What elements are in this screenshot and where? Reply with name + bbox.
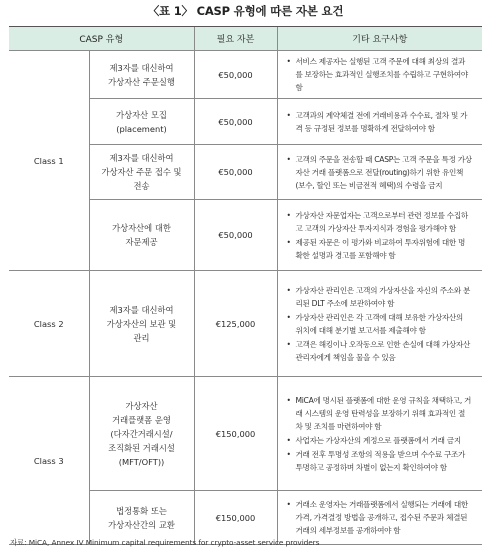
requirements-list	[286, 153, 473, 192]
other-requirements-cell	[277, 200, 482, 271]
service-type-line: 관리	[133, 332, 150, 343]
service-type-cell	[89, 99, 194, 145]
table-row	[9, 51, 482, 99]
requirements-list	[286, 109, 473, 135]
table-header-row	[9, 27, 482, 51]
service-type-line: 가상자산의 보관 및	[106, 318, 177, 329]
class-label: Class 3	[9, 377, 89, 545]
service-type-line: 가상자산 모집	[116, 109, 167, 120]
service-type-line: (MFT/OFT))	[118, 456, 165, 467]
service-type-line: 가상자산	[125, 400, 158, 411]
required-capital-cell: €50,000	[194, 51, 277, 99]
required-capital-cell: €150,000	[194, 377, 277, 491]
service-type-line: 가상자산에 대한	[112, 223, 171, 233]
service-type-line: 가상자산 주문실행	[108, 76, 175, 87]
requirement-item: • MiCA에 명시된 플랫폼에 대한 운영 규칙을 채택하고, 거래 시스템의 운영 탄력성을 보장하기 위해 효과적인 절차 및 조치를 마련하여야 함	[286, 394, 473, 433]
service-type-line: 제3자를 대신하여	[109, 62, 174, 73]
other-requirements-cell	[277, 377, 482, 491]
service-type-line: 전송	[133, 181, 150, 191]
required-capital-cell: €150,000	[194, 491, 277, 545]
requirement-item: • 가상자산 관리인은 고객의 가상자산을 자신의 주소와 분리된 DLT 주소에 보관하여야 함	[286, 284, 473, 310]
capital-requirements-table	[9, 26, 482, 545]
class-label: Class 2	[9, 271, 89, 377]
required-capital-cell: €50,000	[194, 145, 277, 200]
requirement-item: • 사업자는 가상자산의 계정으로 플랫폼에서 거래 금지	[286, 434, 473, 447]
service-type-cell	[89, 51, 194, 99]
requirement-item: • 가상자산 관리인은 각 고객에 대해 보유한 가상자산의 위치에 대해 분기별 보고서를 제출해야 함	[286, 311, 473, 337]
table-row	[9, 377, 482, 491]
requirements-list	[286, 209, 473, 262]
requirement-item: • 고객과의 계약체결 전에 거래비용과 수수료, 절차 및 가격 등 규정된 정보를 명확하게 전달하여야 함	[286, 109, 473, 135]
service-type-cell	[89, 377, 194, 491]
table-row	[9, 271, 482, 377]
service-type-line: 가상자산간의 교환	[108, 519, 175, 530]
requirements-list	[286, 498, 473, 537]
requirement-item: • 고객은 해킹이나 오작동으로 인한 손실에 대해 가상자산 관리자에게 책임을 물을 수 있음	[286, 338, 473, 364]
class-label: Class 1	[9, 51, 89, 271]
requirement-item: • 가상자산 자문업자는 고객으로부터 관련 정보를 수집하고 고객의 가상자산 투자지식과 경험을 평가해야 함	[286, 209, 473, 235]
requirements-list	[286, 394, 473, 474]
service-type-line: (다자간거래시설/	[110, 428, 173, 439]
service-type-line: 자문제공	[125, 237, 158, 247]
other-requirements-cell	[277, 99, 482, 145]
header-casp-type: CASP 유형	[9, 27, 194, 51]
other-requirements-cell	[277, 51, 482, 99]
other-requirements-cell	[277, 145, 482, 200]
required-capital-cell: €125,000	[194, 271, 277, 377]
requirement-item: • 거래 전후 투명성 조항의 적용을 받으며 수수료 구조가 투명하고 공정하며 차별이 없는지 확인하여야 함	[286, 448, 473, 474]
requirements-list	[286, 284, 473, 364]
required-capital-cell: €50,000	[194, 200, 277, 271]
service-type-cell	[89, 145, 194, 200]
requirement-item: • 제공된 자문은 이 평가와 비교하여 투자위험에 대한 명확한 설명과 경고를 포함해야 함	[286, 236, 473, 262]
service-type-line: 거래플랫폼 운영	[112, 414, 171, 425]
header-other-requirements: 기타 요구사항	[277, 27, 482, 51]
table-title: 〈표 1〉 CASP 유형에 따른 자본 요건	[147, 4, 344, 18]
requirement-item: • 서비스 제공자는 실행된 고객 주문에 대해 최상의 결과를 보장하는 효과적인 실행조치를 수립하고 구현하여야 함	[286, 55, 473, 94]
requirement-item: • 거래소 운영자는 거래플랫폼에서 실행되는 거래에 대한 가격, 가격결정 방법을 공개하고, 접수된 주문과 체결된 거래의 세부정보를 공개하여야 함	[286, 498, 473, 537]
service-type-line: 법정통화 또는	[116, 505, 167, 516]
source-note: 자료: MiCA, Annex IV Minimum capital requirements for crypto-asset service providers	[10, 538, 320, 547]
other-requirements-cell	[277, 271, 482, 377]
service-type-line: 가상자산 주문 접수 및	[101, 167, 182, 177]
service-type-line: 제3자를 대신하여	[109, 304, 174, 315]
service-type-line: 조직화된 거래시설	[108, 442, 175, 453]
header-required-capital: 필요 자본	[194, 27, 277, 51]
service-type-cell	[89, 271, 194, 377]
requirement-item: • 고객의 주문을 전송할 때 CASP는 고객 주문을 특정 가상자산 거래 플랫폼으로 전달(routing)하기 위한 유인책(보수, 할인 또는 비금전적 혜택)의 수령을 금지	[286, 153, 473, 192]
service-type-cell	[89, 200, 194, 271]
requirements-list	[286, 55, 473, 94]
service-type-line: (placement)	[116, 123, 167, 134]
table-body	[9, 51, 482, 545]
service-type-line: 제3자를 대신하여	[109, 153, 174, 163]
required-capital-cell: €50,000	[194, 99, 277, 145]
